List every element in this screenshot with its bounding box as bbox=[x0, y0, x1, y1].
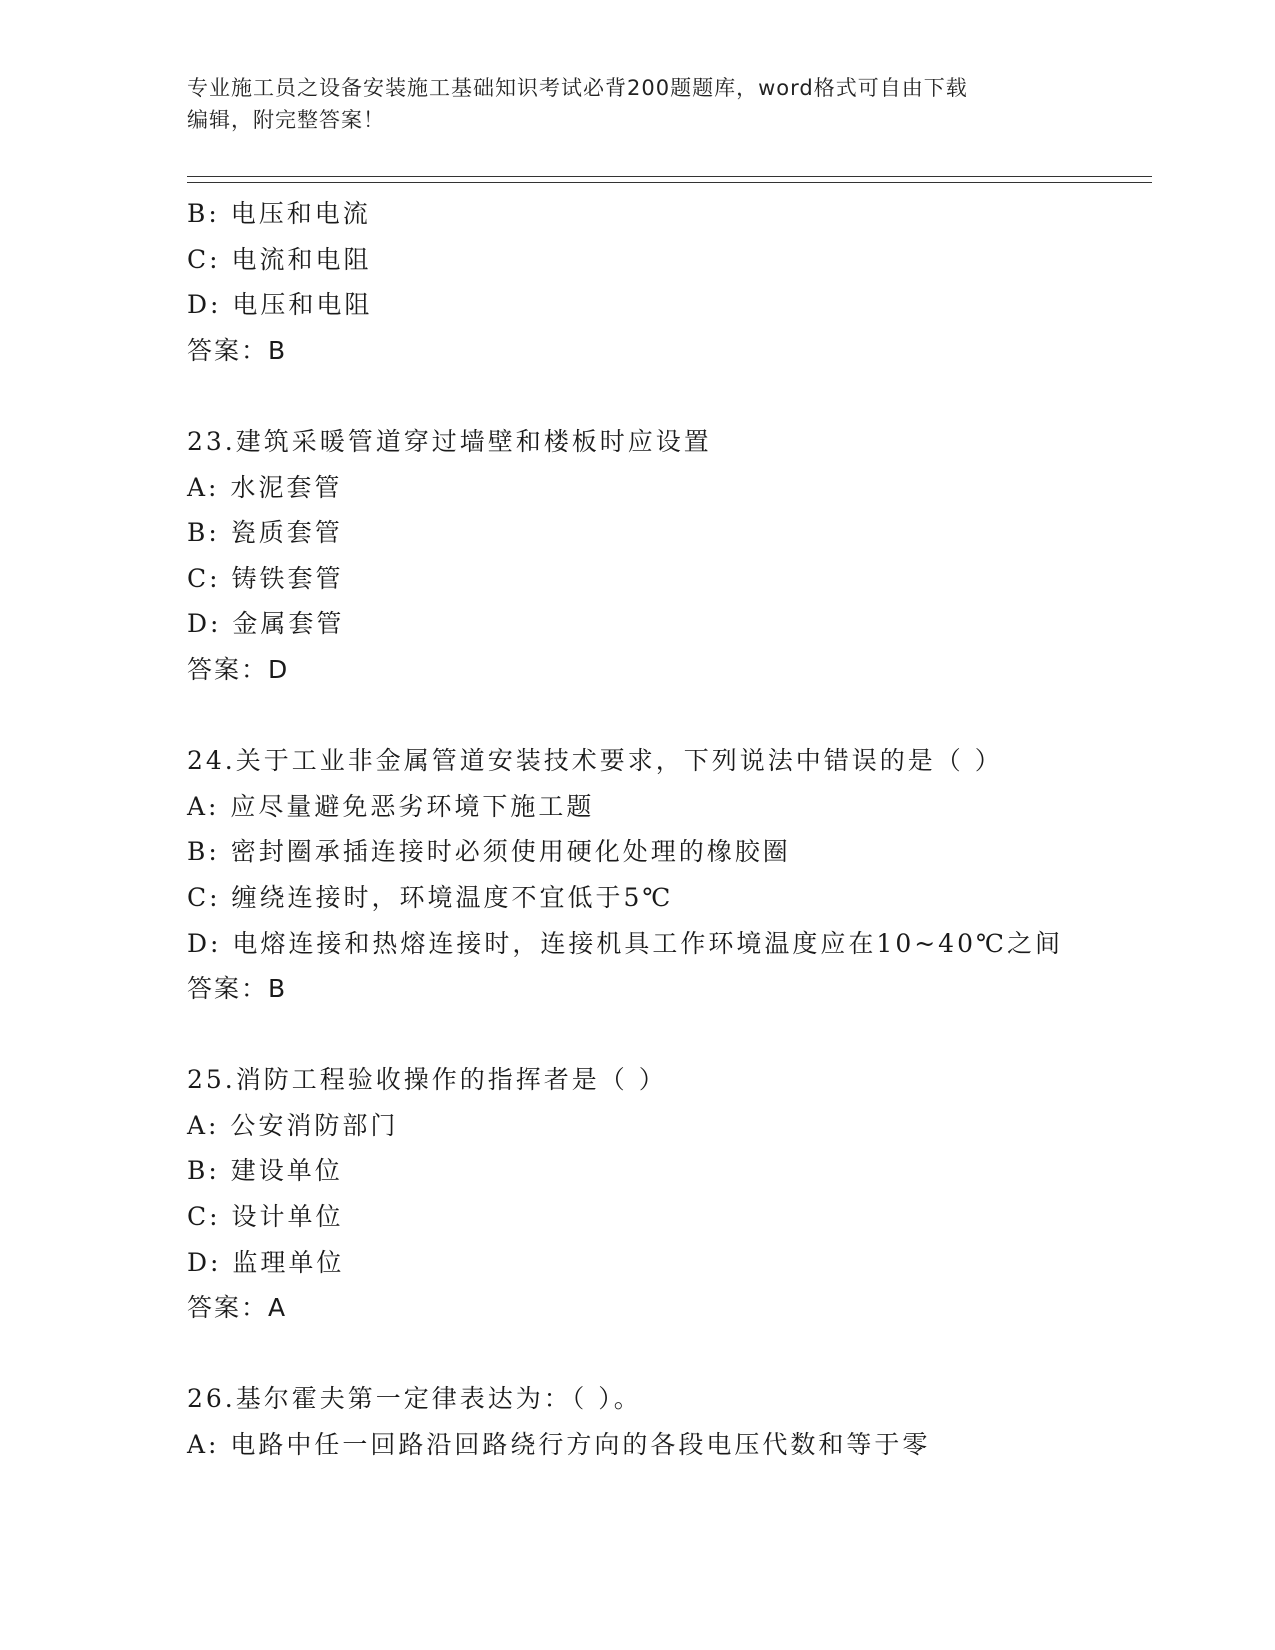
option-b: B: 密封圈承插连接时必须使用硬化处理的橡胶圈 bbox=[187, 837, 791, 867]
header-title-line-2: 编辑，附完整答案！ bbox=[187, 108, 385, 132]
document-body bbox=[187, 191, 1152, 1468]
spacer bbox=[187, 373, 1152, 419]
spacer bbox=[187, 693, 1152, 739]
spacer bbox=[187, 1012, 1152, 1058]
option-b: B: 瓷质套管 bbox=[187, 518, 343, 548]
answer-line: 答案：B bbox=[187, 335, 288, 365]
question-stem: 23.建筑采暖管道穿过墙壁和楼板时应设置 bbox=[187, 426, 712, 456]
option-c: C: 缠绕连接时，环境温度不宜低于5℃ bbox=[187, 882, 674, 912]
option-a: A: 电路中任一回路沿回路绕行方向的各段电压代数和等于零 bbox=[187, 1430, 931, 1460]
question-23 bbox=[187, 419, 1152, 693]
option-c: C: 铸铁套管 bbox=[187, 563, 344, 593]
option-a: A: 应尽量避免恶劣环境下施工题 bbox=[187, 791, 595, 821]
question-24 bbox=[187, 738, 1152, 1012]
header-title-line-1: 专业施工员之设备安装施工基础知识考试必背200题题库，word格式可自由下载 bbox=[187, 76, 968, 100]
question-stem: 24.关于工业非金属管道安装技术要求，下列说法中错误的是（ ） bbox=[187, 746, 1003, 776]
question-stem: 25.消防工程验收操作的指挥者是（ ） bbox=[187, 1065, 667, 1095]
document-header bbox=[187, 72, 1067, 136]
answer-line: 答案：A bbox=[187, 1293, 288, 1323]
option-c: C: 设计单位 bbox=[187, 1202, 344, 1232]
question-25 bbox=[187, 1057, 1152, 1331]
option-c: C: 电流和电阻 bbox=[187, 244, 372, 274]
answer-line: 答案：B bbox=[187, 974, 288, 1004]
option-b: B: 电压和电流 bbox=[187, 199, 371, 228]
option-d: D: 监理单位 bbox=[187, 1247, 345, 1277]
option-a: A: 公安消防部门 bbox=[187, 1110, 399, 1140]
header-divider bbox=[187, 176, 1152, 183]
answer-line: 答案：D bbox=[187, 654, 290, 684]
option-a: A: 水泥套管 bbox=[187, 472, 343, 502]
question-stem: 26.基尔霍夫第一定律表达为：（ ）。 bbox=[187, 1384, 642, 1414]
spacer bbox=[187, 1331, 1152, 1377]
option-d: D: 电熔连接和热熔连接时，连接机具工作环境温度应在10~40℃之间 bbox=[187, 928, 1063, 958]
option-b: B: 建设单位 bbox=[187, 1156, 343, 1186]
question-26 bbox=[187, 1376, 1152, 1467]
option-d: D: 电压和电阻 bbox=[187, 290, 373, 320]
option-d: D: 金属套管 bbox=[187, 609, 345, 639]
question-22-continuation bbox=[187, 191, 1152, 373]
